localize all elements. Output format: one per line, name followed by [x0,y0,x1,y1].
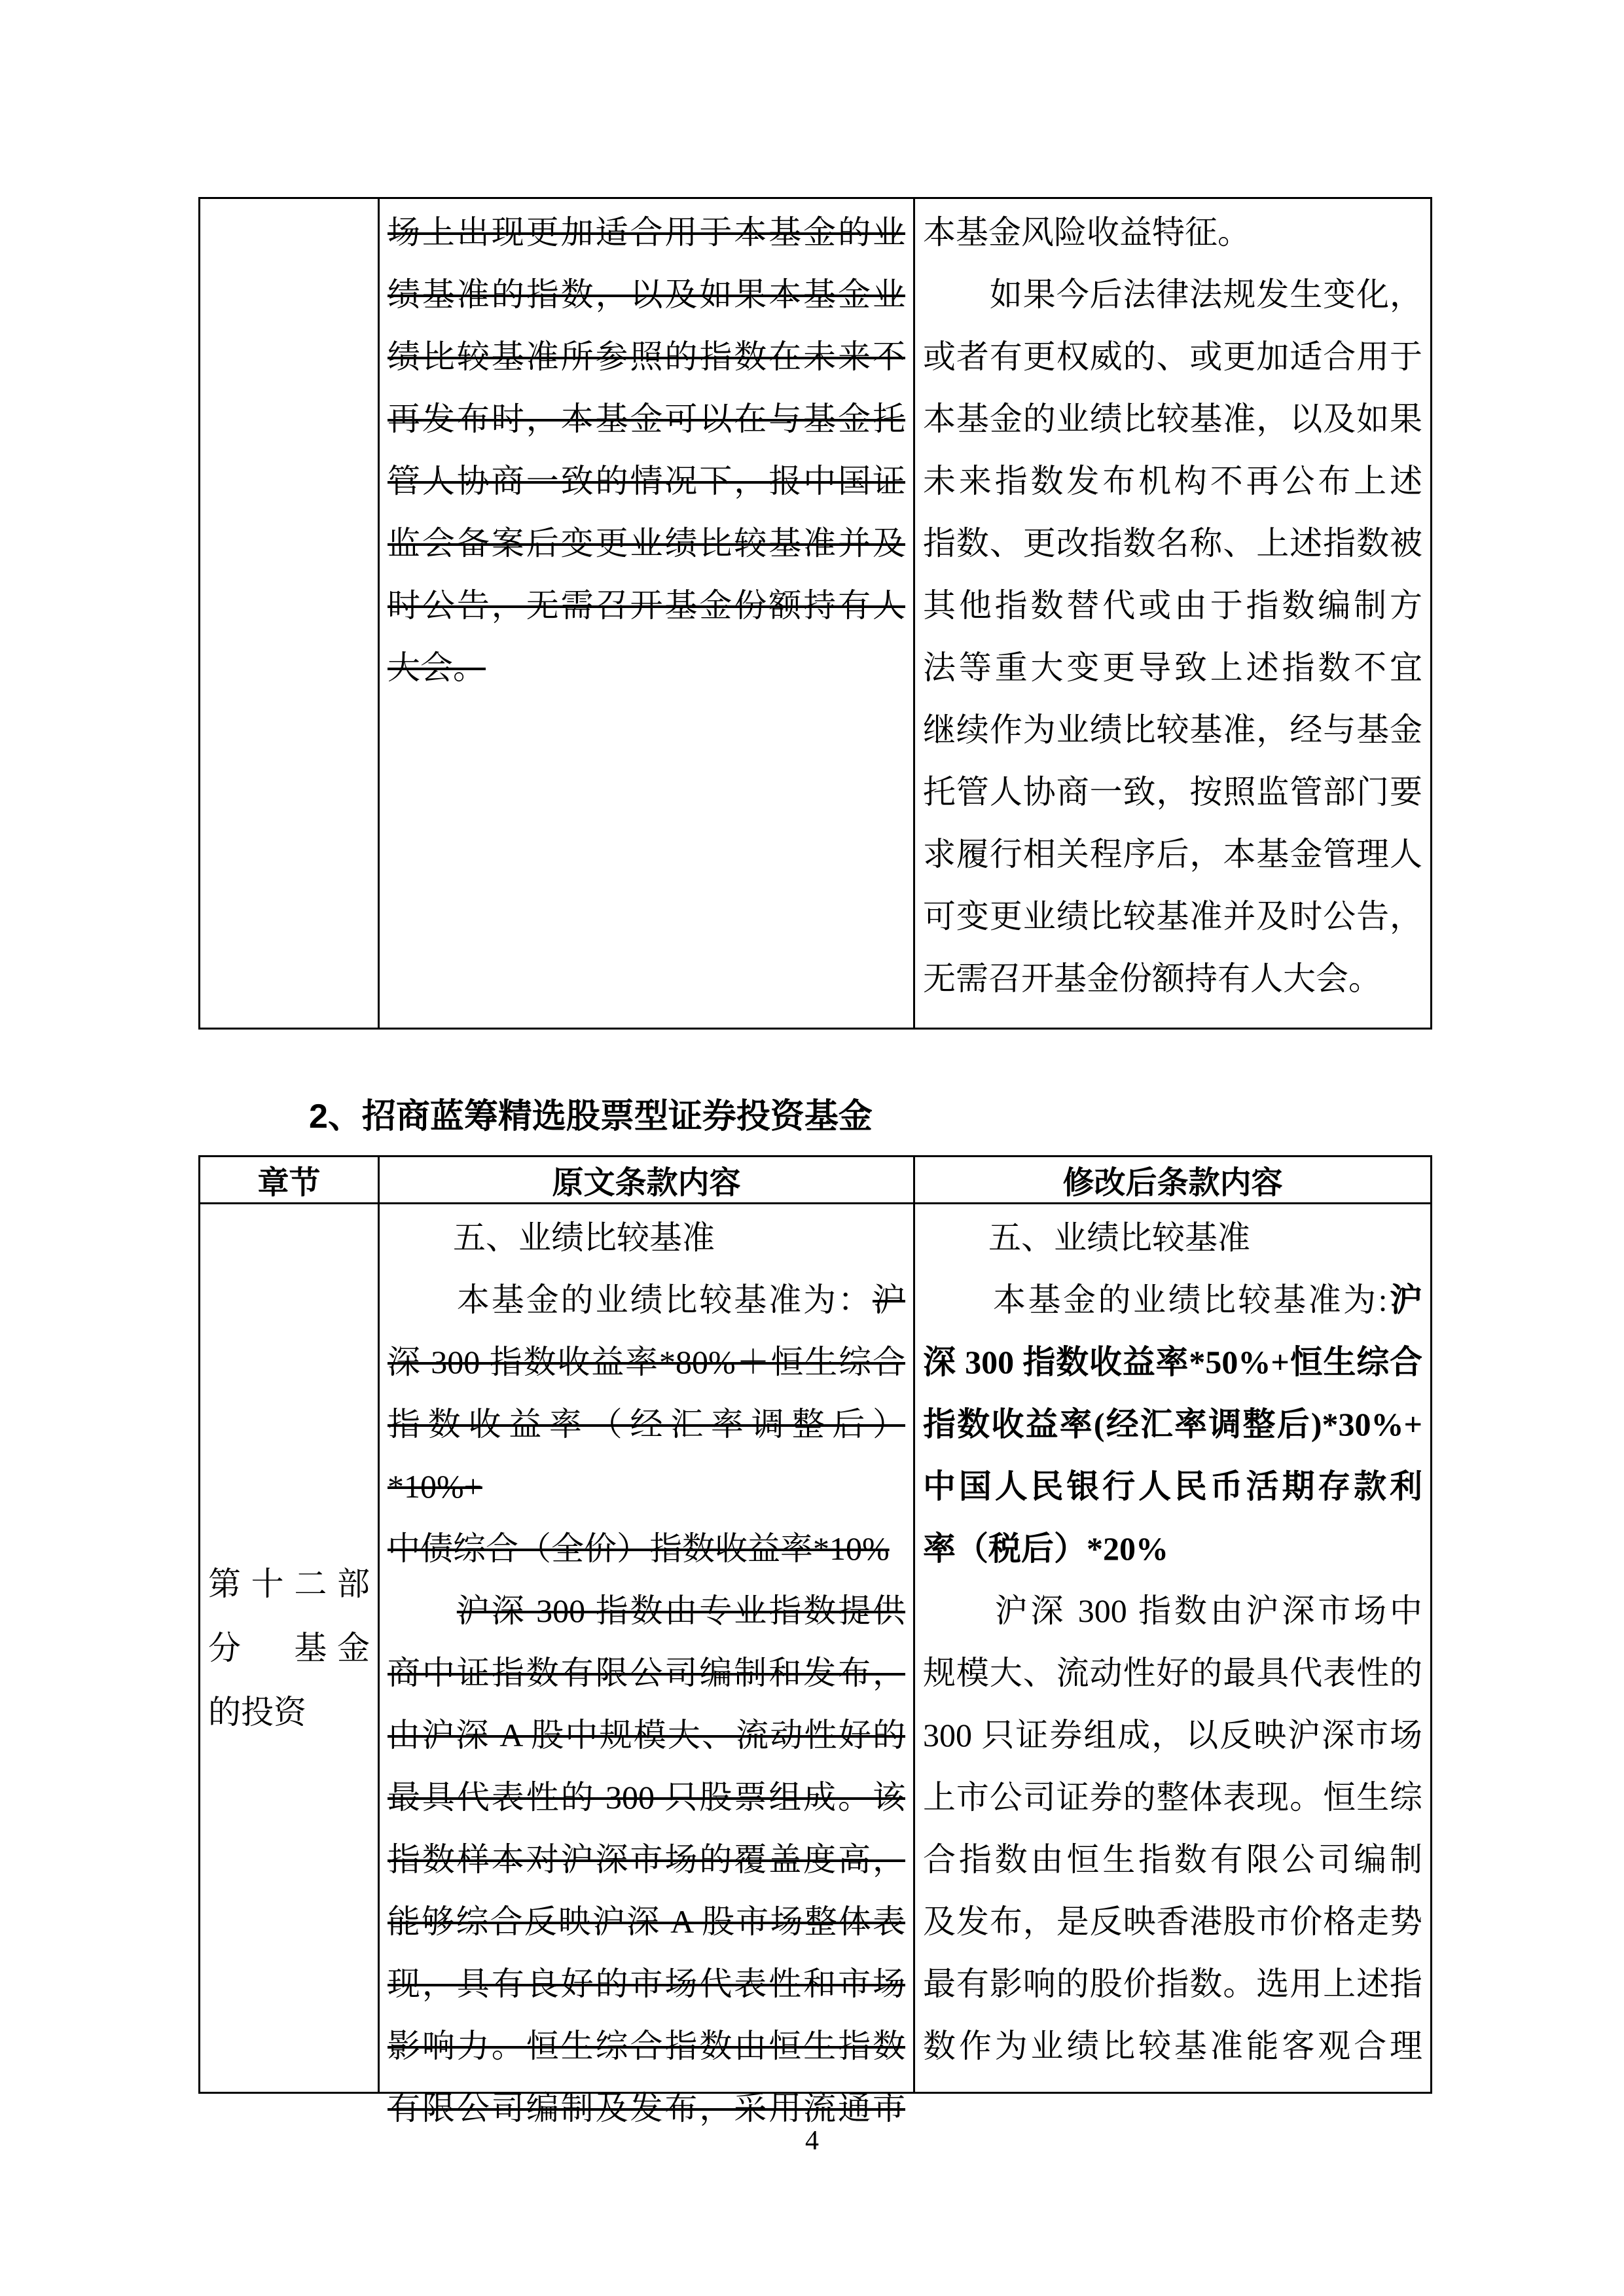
text-line: 有限公司编制及发布，采用流通市 [388,2090,905,2126]
text-line: 能够综合反映沪深 A 股市场整体表 [388,1903,905,1940]
text-line: 指数样本对沪深市场的覆盖度高， [388,1841,905,1878]
text-line: 再发布时，本基金可以在与基金托 [388,401,905,437]
text-line: 数作为业绩比较基准能客观合理 [923,2028,1422,2064]
text-line: 300 只证券组成，以反映沪深市场 [923,1717,1422,1753]
text-line: 指数收益率(经汇率调整后)*30%+ [923,1406,1422,1443]
table2-header-chapter: 章节 [200,1157,380,1202]
section-heading: 2、招商蓝筹精选股票型证券投资基金 [309,1098,873,1136]
text-line: 五、业绩比较基准 [388,1219,715,1256]
text-line: 率（税后）*20% [923,1530,1168,1567]
text-line: 继续作为业绩比较基准，经与基金 [923,711,1422,748]
text-line: 中国人民银行人民币活期存款利 [923,1468,1422,1505]
table2-original-text-cell [380,1204,915,2126]
text-line: 由沪深 A 股中规模大、流动性好的 [388,1717,905,1753]
text-line: 最具代表性的 300 只股票组成。该 [388,1779,905,1816]
text-line: 可变更业绩比较基准并及时公告， [923,898,1422,935]
text-line: 分 基金 [208,1630,370,1666]
text-line: 及发布，是反映香港股市价格走势 [923,1903,1422,1940]
text-line: 深 300 指数收益率*50%+恒生综合 [923,1344,1422,1380]
text-line: 如果今后法律法规发生变化， [923,276,1422,313]
table2-chapter-cell [200,1204,380,2092]
text-line: 本基金的业绩比较基准为:沪 [923,1282,1422,1318]
table2-header-row [200,1157,1430,1204]
text-line: 求履行相关程序后，本基金管理人 [923,836,1422,872]
text-line: 无需召开基金份额持有人大会。 [923,960,1381,997]
text-line: 本基金的业绩比较基准为：沪 [388,1282,905,1318]
text-line: 指数、更改指数名称、上述指数被 [923,525,1422,562]
table1-revised-text-cell [915,199,1430,1028]
text-line: 绩比较基准所参照的指数在未来不 [388,338,905,375]
text-line: 深 300 指数收益率*80%＋恒生综合 [388,1344,905,1380]
text-line: 本基金风险收益特征。 [923,214,1250,251]
text-line: 第十二部 [208,1566,370,1602]
text-line: 指数收益率（经汇率调整后）*10%+ [388,1406,905,1505]
text-line: 绩基准的指数，以及如果本基金业 [388,276,905,313]
amendment-table-1-row [200,199,1430,1028]
text-line: 商中证指数有限公司编制和发布， [388,1655,905,1691]
text-line: 托管人协商一致，按照监管部门要 [923,774,1422,810]
text-line: 或者有更权威的、或更加适合用于 [923,338,1422,375]
table2-header-original: 原文条款内容 [380,1157,915,1202]
text-line: 时公告，无需召开基金份额持有人 [388,587,905,624]
text-line: 现，具有良好的市场代表性和市场 [388,1965,905,2002]
text-line: 最有影响的股价指数。选用上述指 [923,1965,1422,2002]
table1-chapter-cell [200,199,380,1028]
amendment-table-1 [198,197,1432,1030]
text-line: 合指数由恒生指数有限公司编制 [923,1841,1422,1878]
page-number: 4 [805,2126,819,2156]
text-line: 管人协商一致的情况下，报中国证 [388,463,905,499]
text-line: 上市公司证券的整体表现。恒生综 [923,1779,1422,1816]
table2-header-revised: 修改后条款内容 [1062,1166,1283,1200]
text-line: 沪深 300 指数由沪深市场中 [923,1592,1422,1629]
table2-revised-text-cell [915,1204,1430,2092]
table2-body-row [200,1204,1430,2126]
text-line: 法等重大变更导致上述指数不宜 [923,649,1422,686]
text-line: 监会备案后变更业绩比较基准并及 [388,525,905,562]
text-line: 本基金的业绩比较基准，以及如果 [923,401,1422,437]
text-line: 五、业绩比较基准 [923,1219,1250,1256]
text-line: 的投资 [208,1694,306,1731]
text-line: 未来指数发布机构不再公布上述 [923,463,1422,499]
table2-chapter-text [208,1552,370,1744]
text-line: 场上出现更加适合用于本基金的业 [388,214,905,251]
table1-original-text-cell [380,199,915,1028]
amendment-table-2 [198,1155,1432,2126]
text-line: 中债综合（全价）指数收益率*10% [388,1530,890,1567]
text-line: 其他指数替代或由于指数编制方 [923,587,1422,624]
text-line: 影响力。恒生综合指数由恒生指数 [388,2028,905,2064]
text-line: 沪深 300 指数由专业指数提供 [456,1592,906,1629]
text-line: 大会。 [388,649,486,686]
text-line: 规模大、流动性好的最具代表性的 [923,1655,1422,1691]
